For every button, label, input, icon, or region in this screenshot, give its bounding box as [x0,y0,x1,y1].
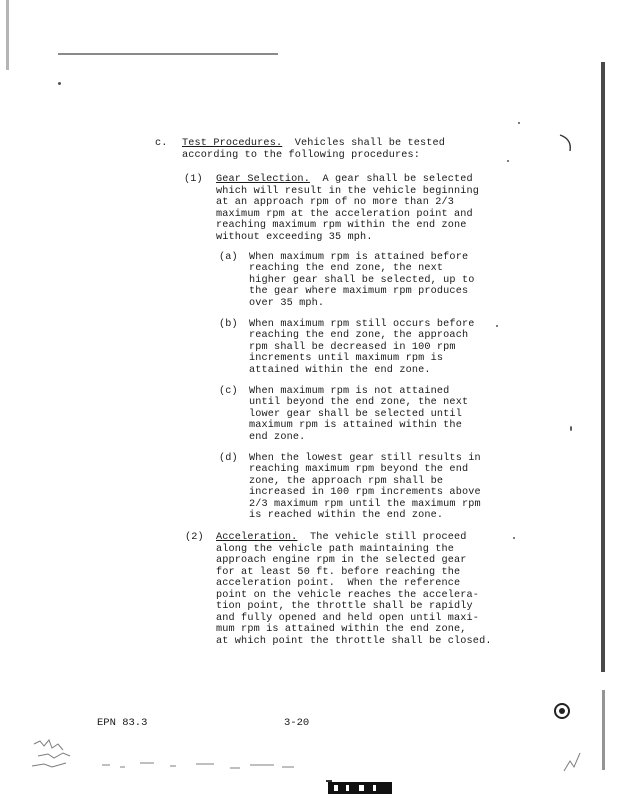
subitem-label: (b) [219,319,238,330]
item-2-line: at which point the throttle shall be closed. [216,636,492,647]
item-2-line: along the vehicle path maintaining the [216,544,455,555]
item-1-line: reaching maximum rpm within the end zone [216,220,467,231]
item-1-line: at an approach rpm of no more than 2/3 [216,197,455,208]
redaction-stamp-graphic [326,778,394,796]
item-1-line [216,174,473,186]
item-2-line: point on the vehicle reaches the accelera- [216,590,480,601]
subitem-b-line: When maximum rpm still occurs before [249,319,475,330]
subitem-d-line: is reached within the end zone. [249,510,444,521]
item-1-line: maximum rpm at the acceleration point and [216,209,473,220]
item-2-line: acceleration point. When the reference [216,578,461,589]
speck [58,82,61,85]
scan-edge-right-lower [602,690,605,770]
subitem-a-line: over 35 mph. [249,298,325,309]
scan-noise-bottom-right [560,745,584,775]
item-2-line: approach engine rpm in the selected gear [216,555,467,566]
scan-edge-top [58,53,278,55]
item-1-first-line: A gear shall be selected [309,174,473,185]
item-2-heading: Acceleration. [216,532,298,543]
section-heading: Test Procedures. [182,138,283,149]
subitem-d-line: increased in 100 rpm increments above [249,487,481,498]
subitem-a-line: When maximum rpm is attained before [249,252,469,263]
item-2-first-line: The vehicle still proceed [297,532,467,543]
subitem-label: (a) [219,252,238,263]
item-2-line: for at least 50 ft. before reaching the [216,567,461,578]
subitem-b-line: attained within the end zone. [249,365,431,376]
subitem-label: (c) [219,386,238,397]
page-number: 3-20 [284,717,310,729]
subitem-b-line: reaching the end zone, the approach [249,330,469,341]
item-2-line: tion point, the throttle shall be rapidly [216,601,473,612]
subitem-c-line: lower gear shall be selected until [249,409,462,420]
subitem-d-line: 2/3 maximum rpm until the maximum rpm [249,499,481,510]
subitem-d-line: When the lowest gear still results in [249,453,481,464]
subitem-label: (d) [219,453,238,464]
scan-mark-top-right [558,133,574,155]
subitem-c-line: maximum rpm is attained within the [249,420,462,431]
section-marker: c. [155,138,168,149]
subitem-c-line: When maximum rpm is not attained [249,386,450,397]
item-2-line: mum rpm is attained within the end zone, [216,624,467,635]
item-2-line: and fully opened and held open until maxi- [216,613,480,624]
subitem-d-line: zone, the approach rpm shall be [249,476,444,487]
speck [513,537,515,539]
subitem-a-line: higher gear shall be selected, up to [249,275,475,286]
scan-mark-bottom-right [551,700,573,722]
scan-edge-left [6,0,9,70]
document-id: EPN 83.3 [97,717,148,729]
subitem-a-line: reaching the end zone, the next [249,263,444,274]
section-intro-line-1 [182,138,445,150]
item-number: (2) [185,532,204,543]
subitem-a-line: the gear where maximum rpm produces [249,286,469,297]
speck [496,325,498,327]
speck [518,122,520,124]
subitem-d-line: reaching maximum rpm beyond the end [249,464,469,475]
subitem-c-line: end zone. [249,432,306,443]
subitem-c-line: until beyond the end zone, the next [249,397,469,408]
subitem-b-line: increments until maximum rpm is [249,353,444,364]
item-2-line [216,532,467,544]
speck [570,426,572,431]
speck [507,160,509,162]
item-number: (1) [184,174,203,185]
item-1-line: without exceeding 35 mph. [216,232,373,243]
section-intro-text: Vehicles shall be tested [282,138,446,149]
section-intro-line-2: according to the following procedures: [182,150,421,161]
item-1-line: which will result in the vehicle beginning [216,186,480,197]
item-1-heading: Gear Selection. [216,174,310,185]
scan-noise-bottom [100,755,310,775]
scan-edge-right [601,62,605,672]
subitem-b-line: rpm shall be decreased in 100 rpm [249,342,456,353]
